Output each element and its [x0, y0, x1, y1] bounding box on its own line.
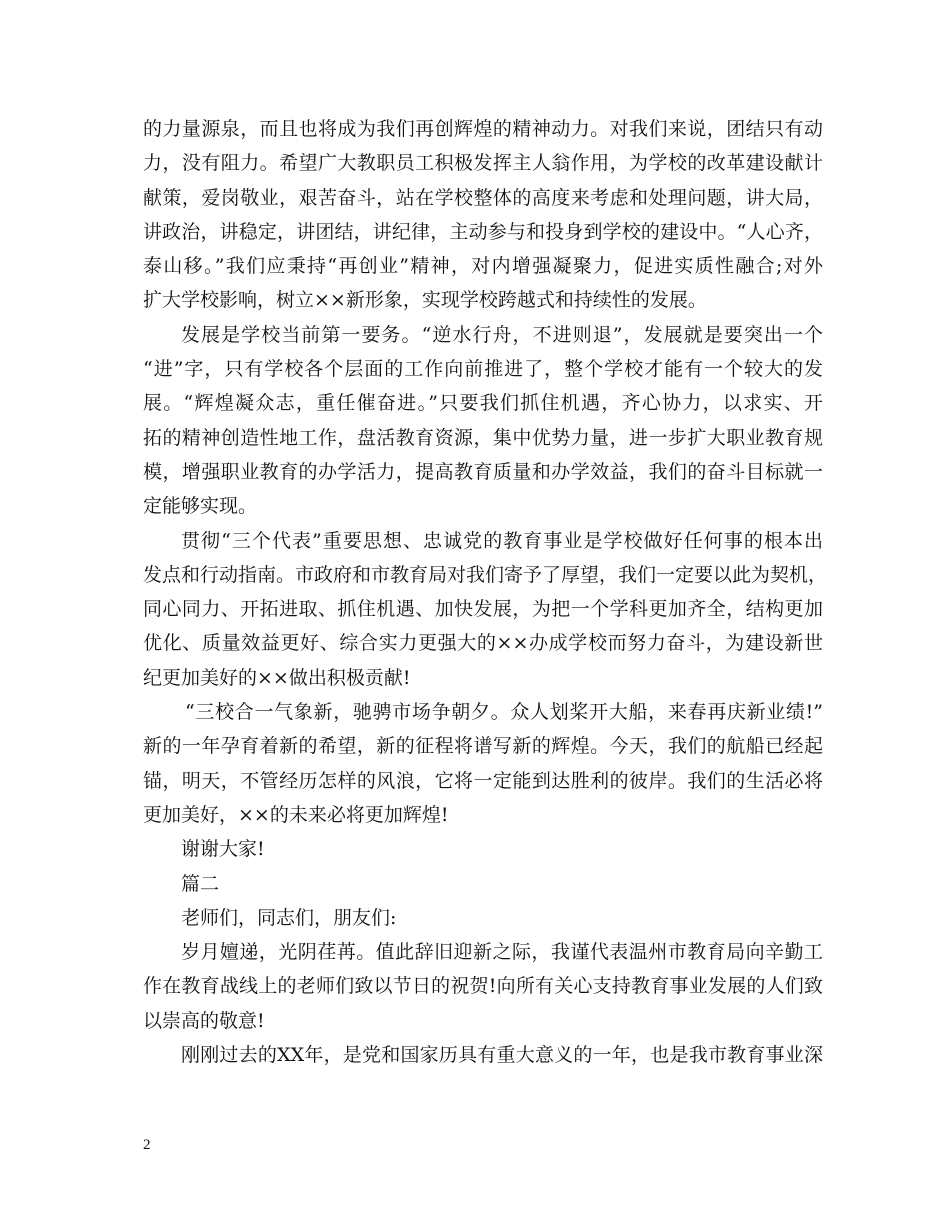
text-line: 展。“辉煌凝众志，重任催奋进。”只要我们抓住机遇，齐心协力，以求实、开 — [143, 392, 823, 415]
page-number: 2 — [143, 1137, 151, 1153]
text-line: 力，没有阻力。希望广大教职员工积极发挥主人翁作用，为学校的改革建设献计 — [143, 152, 823, 175]
text-line: 献策，爱岗敬业，艰苦奋斗，站在学校整体的高度来考虑和处理问题，讲大局， — [143, 186, 823, 209]
text-line: 拓的精神创造性地工作，盘活教育资源，集中优势力量，进一步扩大职业教育规 — [143, 426, 823, 449]
text-line: 模，增强职业教育的办学活力，提高教育质量和办学效益，我们的奋斗目标就一 — [143, 460, 823, 483]
document-body — [143, 112, 828, 1072]
text-line: 锚，明天，不管经历怎样的风浪，它将一定能到达胜利的彼岸。我们的生活必将 — [143, 769, 823, 792]
text-line: 贯彻“三个代表”重要思想、忠诚党的教育事业是学校做好任何事的根本出 — [181, 529, 823, 552]
text-line: 泰山移。”我们应秉持“再创业”精神，对内增强凝聚力，促进实质性融合;对外 — [143, 255, 823, 278]
text-line: 新的一年孕育着新的希望，新的征程将谱写新的辉煌。今天，我们的航船已经起 — [143, 735, 823, 758]
text-line: 发点和行动指南。市政府和市教育局对我们寄予了厚望，我们一定要以此为契机， — [143, 563, 828, 586]
text-line: 扩大学校影响，树立××新形象，实现学校跨越式和持续性的发展。 — [143, 289, 707, 312]
text-line: 纪更加美好的××做出积极贡献! — [143, 666, 411, 689]
text-line: 定能够实现。 — [143, 495, 258, 518]
paragraph — [143, 935, 823, 1038]
paragraph — [143, 832, 823, 866]
text-line: 老师们，同志们，朋友们: — [181, 906, 397, 929]
text-line: 刚刚过去的XX年，是党和国家历具有重大意义的一年，也是我市教育事业深 — [181, 1044, 823, 1067]
paragraph — [143, 695, 823, 832]
paragraph — [143, 867, 823, 901]
paragraph — [143, 524, 828, 695]
text-line: 作在教育战线上的老师们致以节日的祝贺!向所有关心支持教育事业发展的人们致 — [143, 975, 823, 998]
text-line: 的力量源泉，而且也将成为我们再创辉煌的精神动力。对我们来说，团结只有动 — [143, 118, 823, 140]
paragraph — [143, 112, 823, 318]
text-line: “进”字，只有学校各个层面的工作向前推进了，整个学校才能有一个较大的发 — [143, 358, 823, 381]
text-line: 篇二 — [181, 872, 220, 895]
text-line: 发展是学校当前第一要务。“逆水行舟，不进则退”，发展就是要突出一个 — [181, 323, 823, 346]
text-line: “三校合一气象新，驰骋市场争朝夕。众人划桨开大船，来春再庆新业绩!” — [185, 701, 823, 724]
text-line: 优化、质量效益更好、综合实力更强大的××办成学校而努力奋斗，为建设新世 — [143, 632, 823, 655]
text-line: 以崇高的敬意! — [143, 1009, 265, 1032]
text-line: 岁月嬗递，光阴荏苒。值此辞旧迎新之际，我谨代表温州市教育局向辛勤工 — [181, 941, 823, 964]
text-line: 同心同力、开拓进取、抓住机遇、加快发展，为把一个学科更加齐全，结构更加 — [143, 598, 823, 621]
paragraph — [143, 901, 823, 935]
text-line: 谢谢大家! — [181, 838, 265, 861]
paragraph — [143, 1038, 823, 1072]
text-line: 讲政治，讲稳定，讲团结，讲纪律，主动参与和投身到学校的建设中。“人心齐， — [143, 220, 823, 243]
text-line: 更加美好，××的未来必将更加辉煌! — [143, 803, 449, 826]
paragraph — [143, 318, 823, 524]
